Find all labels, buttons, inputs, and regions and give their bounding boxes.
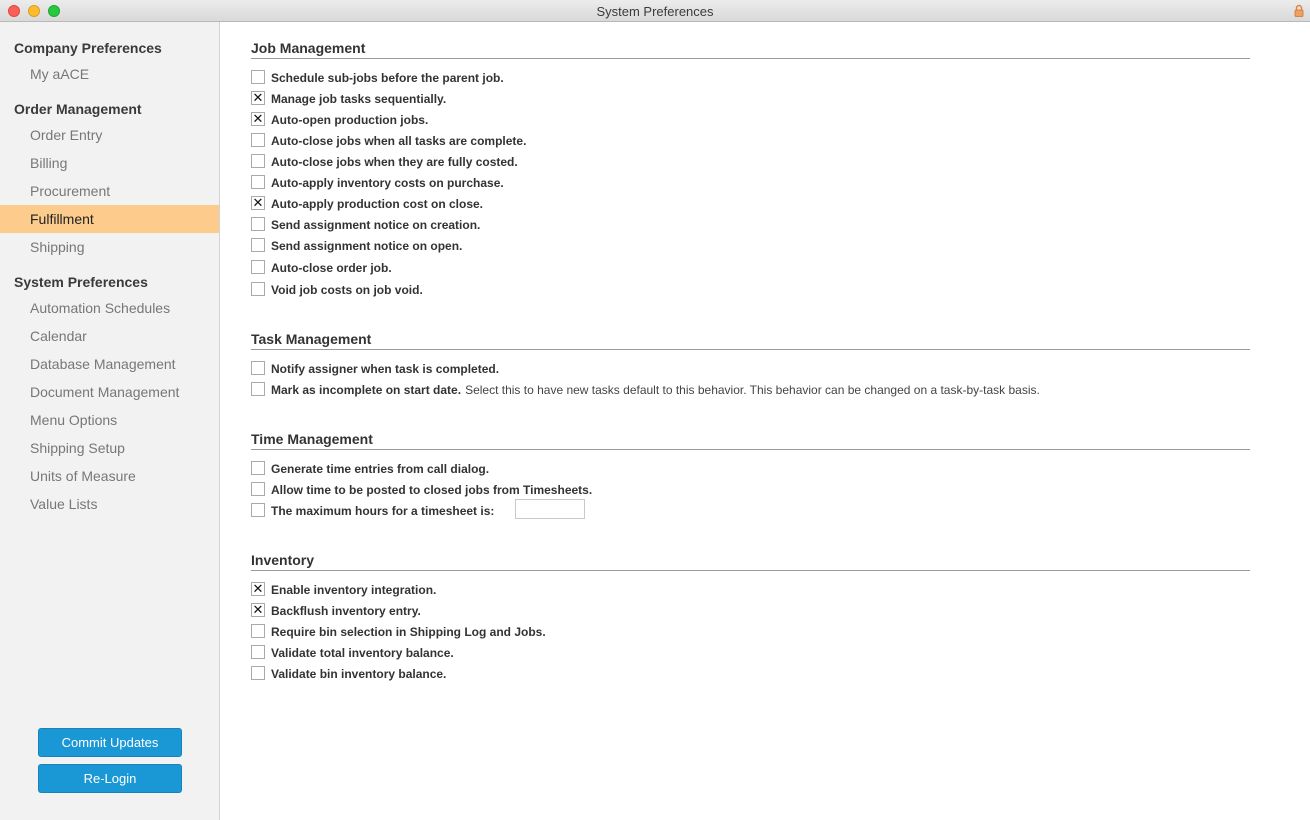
sidebar-item-database-management[interactable]: Database Management <box>30 356 176 372</box>
checkbox[interactable] <box>251 70 265 84</box>
option-label: Auto-apply inventory costs on purchase. <box>271 176 504 190</box>
commit-updates-button[interactable]: Commit Updates <box>38 728 182 757</box>
option-label: Generate time entries from call dialog. <box>271 462 490 476</box>
sidebar-heading-company-preferences: Company Preferences <box>14 40 162 56</box>
sidebar-item-my-aace[interactable]: My aACE <box>30 66 90 82</box>
sidebar-item-units-of-measure[interactable]: Units of Measure <box>30 468 136 484</box>
option-label: Void job costs on job void. <box>271 283 423 297</box>
sidebar-item-value-lists[interactable]: Value Lists <box>30 496 98 512</box>
checkbox[interactable] <box>251 503 265 517</box>
checkbox[interactable] <box>251 461 265 475</box>
checkbox[interactable]: ✕ <box>252 602 264 617</box>
max-hours-input[interactable] <box>515 499 585 519</box>
checkbox[interactable] <box>251 217 265 231</box>
sidebar-item-menu-options[interactable]: Menu Options <box>30 412 118 428</box>
option-label <box>271 383 1040 397</box>
checkbox[interactable]: ✕ <box>252 90 264 105</box>
sidebar <box>0 22 220 820</box>
checkbox[interactable] <box>251 154 265 168</box>
checkbox[interactable] <box>251 260 265 274</box>
option-label: Auto-apply production cost on close. <box>271 197 484 211</box>
checkbox[interactable] <box>251 666 265 680</box>
option-label: Allow time to be posted to closed jobs from Timesheets. <box>271 483 593 497</box>
option-label: The maximum hours for a timesheet is: <box>271 504 495 518</box>
sidebar-item-shipping[interactable]: Shipping <box>30 239 85 255</box>
option-label: Validate total inventory balance. <box>271 646 454 660</box>
sidebar-item-procurement[interactable]: Procurement <box>30 183 111 199</box>
option-label: Auto-close jobs when they are fully costed. <box>271 155 518 169</box>
checkbox[interactable] <box>251 282 265 296</box>
option-label-text: Mark as incomplete on start date. <box>271 383 462 397</box>
section-title-job-management: Job Management <box>251 40 1250 59</box>
checkbox[interactable] <box>251 133 265 147</box>
option-label: Schedule sub-jobs before the parent job. <box>271 71 504 85</box>
title-bar <box>0 0 1310 22</box>
sidebar-item-automation-schedules[interactable]: Automation Schedules <box>30 300 171 316</box>
option-label: Validate bin inventory balance. <box>271 667 447 681</box>
checkbox[interactable]: ✕ <box>252 581 264 596</box>
checkbox[interactable] <box>251 361 265 375</box>
checkbox[interactable] <box>251 624 265 638</box>
checkbox[interactable] <box>251 482 265 496</box>
option-label: Auto-close order job. <box>271 261 392 275</box>
relogin-button[interactable]: Re-Login <box>38 764 182 793</box>
sidebar-item-calendar[interactable]: Calendar <box>30 328 87 344</box>
section-title-time-management: Time Management <box>251 431 1250 450</box>
sidebar-heading-system-preferences: System Preferences <box>14 274 148 290</box>
option-label: Manage job tasks sequentially. <box>271 92 447 106</box>
checkbox[interactable]: ✕ <box>252 111 264 126</box>
option-label: Send assignment notice on creation. <box>271 218 481 232</box>
section-title-task-management: Task Management <box>251 331 1250 350</box>
checkbox[interactable]: ✕ <box>252 195 264 210</box>
option-label: Auto-open production jobs. <box>271 113 429 127</box>
lock-icon <box>1294 4 1304 17</box>
option-max-hours-timesheet[interactable] <box>251 502 591 520</box>
window-title: System Preferences <box>596 4 714 19</box>
sidebar-item-order-entry[interactable]: Order Entry <box>30 127 103 143</box>
option-note: Select this to have new tasks default to this behavior. This behavior can be changed on a task-by-task basis. <box>465 383 1040 397</box>
sidebar-item-shipping-setup[interactable]: Shipping Setup <box>30 440 125 456</box>
option-label: Backflush inventory entry. <box>271 604 421 618</box>
option-label: Notify assigner when task is completed. <box>271 362 500 376</box>
option-label: Send assignment notice on open. <box>271 239 463 253</box>
sidebar-item-billing[interactable]: Billing <box>30 155 68 171</box>
option-label: Auto-close jobs when all tasks are complete. <box>271 134 527 148</box>
option-label: Require bin selection in Shipping Log and Jobs. <box>271 625 546 639</box>
sidebar-item-document-management[interactable]: Document Management <box>30 384 180 400</box>
checkbox[interactable] <box>251 645 265 659</box>
checkbox[interactable] <box>251 238 265 252</box>
checkbox[interactable] <box>251 175 265 189</box>
section-title-inventory: Inventory <box>251 552 1250 571</box>
sidebar-heading-order-management: Order Management <box>14 101 142 117</box>
checkbox[interactable] <box>251 382 265 396</box>
option-label: Enable inventory integration. <box>271 583 437 597</box>
main-panel <box>220 22 1310 820</box>
sidebar-item-fulfillment[interactable]: Fulfillment <box>0 205 219 233</box>
